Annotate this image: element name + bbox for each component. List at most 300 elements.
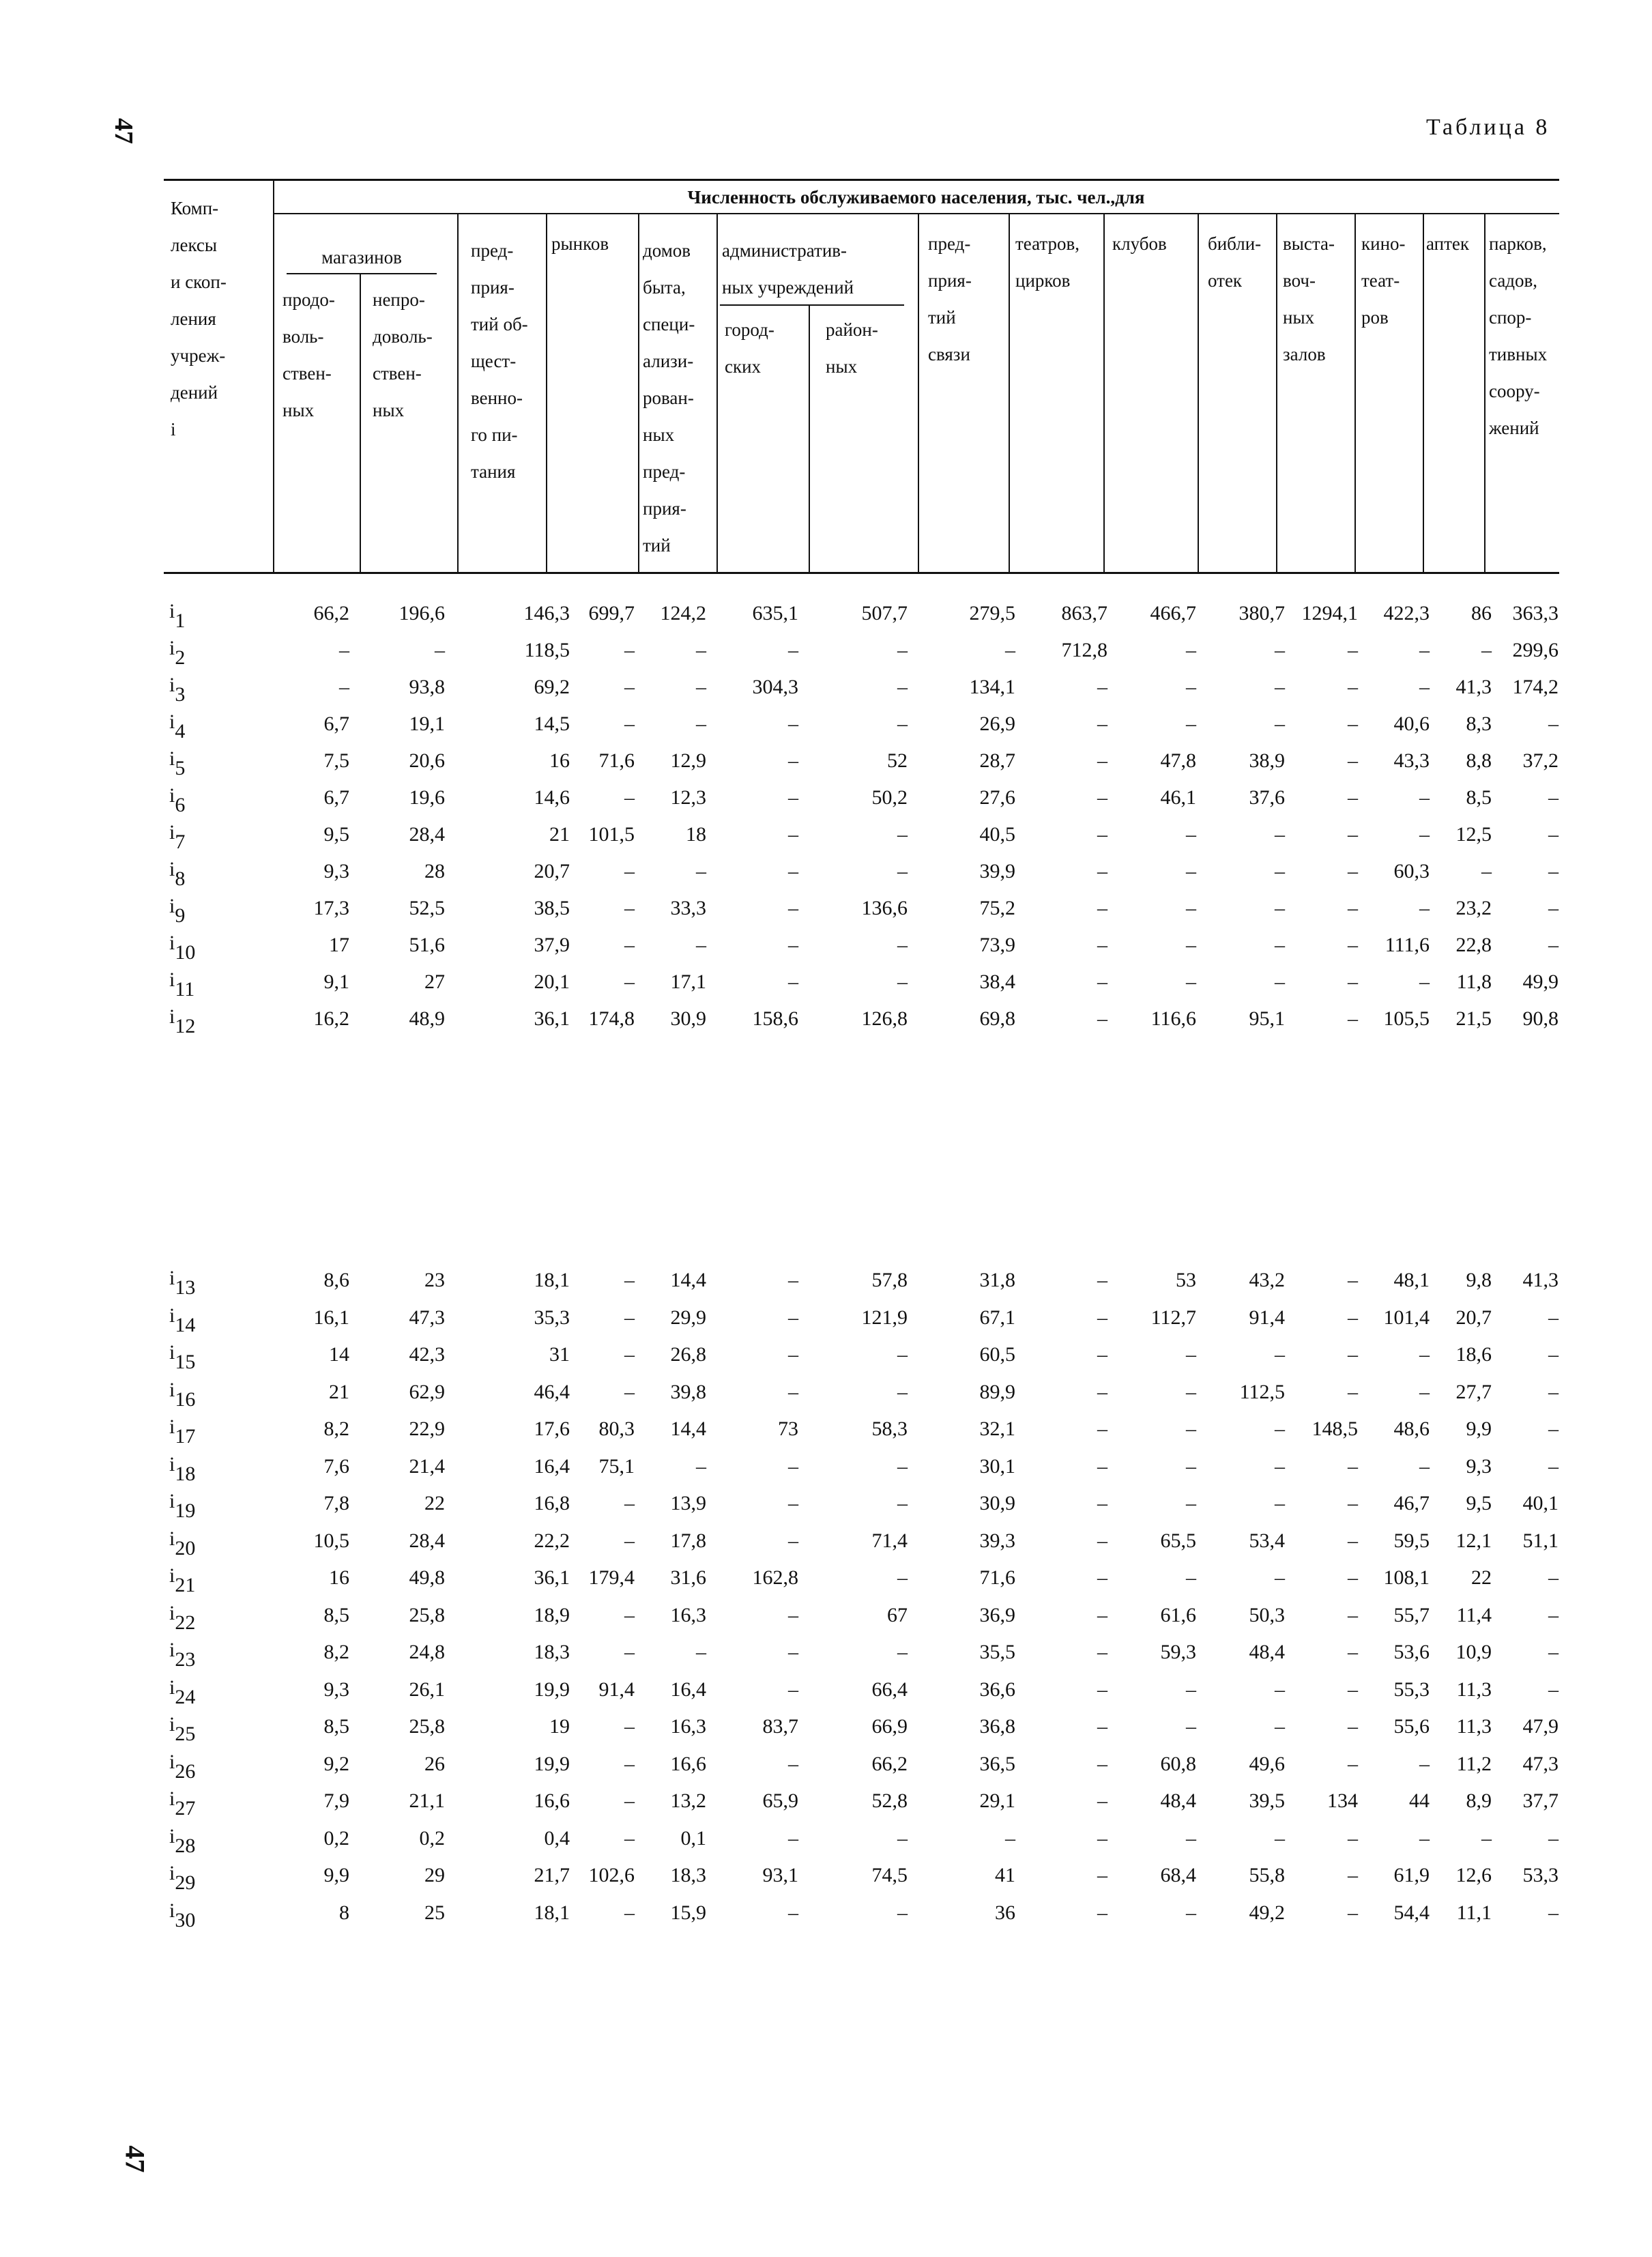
row-index-symbol: i: [169, 1564, 175, 1587]
table-cell: 16,8: [534, 1492, 570, 1514]
table-cell: 49,2: [1249, 1901, 1285, 1924]
table-cell: –: [624, 1380, 635, 1403]
row-label: [169, 1490, 196, 1522]
table-cell: –: [1419, 1343, 1430, 1366]
table-cell: 8,6: [323, 1269, 349, 1291]
table-cell: 37,6: [1249, 786, 1285, 809]
table-cell: 0,2: [419, 1826, 445, 1850]
table-cell: 25,8: [409, 1603, 445, 1626]
table-cell: 6,7: [323, 786, 349, 809]
table-cell: –: [1548, 1343, 1559, 1366]
table-cell: 111,6: [1385, 934, 1430, 956]
table-cell: 50,2: [871, 786, 908, 809]
row-index-subscript: 1: [175, 609, 186, 632]
col-divider: [546, 213, 547, 572]
table-cell: –: [897, 676, 908, 698]
row-label: [169, 1639, 196, 1671]
shops-header: магазинов: [321, 247, 402, 268]
table-cell: 53,6: [1393, 1641, 1430, 1663]
table-cell: –: [897, 1380, 908, 1403]
row-index-symbol: i: [169, 1750, 175, 1773]
table-cell: 174,8: [588, 1007, 635, 1030]
table-cell: –: [1348, 639, 1358, 661]
table-cell: 60,3: [1393, 860, 1430, 882]
table-cell: –: [624, 1715, 635, 1738]
table-cell: 8,8: [1466, 749, 1492, 772]
row-index-subscript: 30: [175, 1908, 196, 1931]
table-cell: 36,9: [979, 1603, 1015, 1626]
row-label: [169, 637, 186, 669]
table-cell: 47,9: [1522, 1715, 1559, 1738]
table-cell: –: [1548, 1641, 1559, 1663]
table-cell: –: [1097, 1007, 1107, 1030]
table-cell: –: [788, 1454, 798, 1478]
table-cell: 11,1: [1456, 1901, 1492, 1924]
row-index-subscript: 7: [175, 831, 186, 853]
row-index-symbol: i: [169, 932, 175, 954]
col-divider: [457, 213, 459, 572]
row-index-symbol: i: [169, 1267, 175, 1289]
table-cell: 8,3: [1466, 713, 1492, 735]
table-cell: –: [1186, 1380, 1196, 1403]
table-cell: 0,4: [544, 1826, 570, 1850]
table-cell: 16: [549, 749, 570, 772]
table-cell: –: [1097, 1529, 1107, 1552]
row-index-symbol: i: [169, 1824, 175, 1848]
table-cell: 121,9: [861, 1306, 908, 1329]
table-cell: –: [897, 1454, 908, 1478]
table-cell: 48,6: [1393, 1418, 1430, 1440]
table-cell: –: [1097, 1678, 1107, 1701]
table-cell: 19,6: [409, 786, 445, 809]
table-cell: –: [788, 1678, 798, 1701]
table-cell: 65,5: [1160, 1529, 1196, 1552]
table-cell: 29,1: [979, 1789, 1015, 1812]
table-cell: –: [1348, 1529, 1358, 1552]
table-cell: 19,1: [409, 713, 445, 735]
table-cell: 863,7: [1061, 602, 1107, 624]
table-cell: –: [624, 1492, 635, 1514]
row-label: [169, 710, 186, 743]
table-cell: 22: [424, 1492, 445, 1514]
row-index-symbol: i: [169, 674, 175, 696]
row-index-subscript: 15: [175, 1351, 196, 1373]
table-cell: –: [1097, 1492, 1107, 1514]
table-cell: 95,1: [1249, 1007, 1285, 1030]
col-divider: [1198, 213, 1199, 572]
table-cell: 93,1: [762, 1864, 798, 1886]
table-cell: 18,6: [1455, 1343, 1492, 1366]
table-cell: –: [1419, 823, 1430, 846]
table-cell: 75,2: [979, 897, 1015, 919]
table-cell: 39,3: [979, 1529, 1015, 1552]
table-cell: –: [1275, 1678, 1285, 1701]
row-label: [169, 1452, 196, 1485]
table-cell: –: [1097, 934, 1107, 956]
row-index-symbol: i: [169, 1378, 175, 1401]
table-cell: –: [624, 1603, 635, 1626]
table-cell: 112,5: [1239, 1380, 1285, 1403]
table-cell: 17,6: [534, 1418, 570, 1440]
row-index-subscript: 3: [175, 683, 186, 706]
table-cell: 53: [1176, 1269, 1196, 1291]
row-index-subscript: 22: [175, 1611, 196, 1634]
table-cell: –: [897, 1901, 908, 1924]
table-cell: 21,1: [409, 1789, 445, 1812]
row-label: [169, 1601, 196, 1634]
table-cell: –: [696, 639, 706, 661]
table-cell: 17: [329, 934, 349, 956]
table-cell: 26: [424, 1752, 445, 1775]
table-cell: 158,6: [752, 1007, 798, 1030]
table-cell: 299,6: [1512, 639, 1559, 661]
table-cell: –: [1186, 1826, 1196, 1850]
table-cell: –: [788, 971, 798, 993]
row-index-symbol: i: [169, 1341, 175, 1364]
table-cell: –: [897, 934, 908, 956]
table-cell: –: [1419, 1826, 1430, 1850]
row-label: [169, 784, 186, 816]
table-cell: –: [624, 1343, 635, 1366]
table-cell: 12,6: [1455, 1864, 1492, 1886]
table-cell: –: [897, 1641, 908, 1663]
table-cell: –: [624, 1269, 635, 1291]
table-cell: –: [1548, 897, 1559, 919]
table-cell: 55,8: [1249, 1864, 1285, 1886]
table-cell: 90,8: [1522, 1007, 1559, 1030]
table-cell: 62,9: [409, 1380, 445, 1403]
table-cell: 68,4: [1160, 1864, 1196, 1886]
table-cell: 8,5: [1466, 786, 1492, 809]
table-cell: –: [1275, 971, 1285, 993]
col-divider: [273, 179, 274, 572]
table-cell: –: [788, 897, 798, 919]
table-cell: 53,4: [1249, 1529, 1285, 1552]
table-cell: 9,3: [323, 860, 349, 882]
table-cell: 67,1: [979, 1306, 1015, 1329]
table-cell: 10,5: [313, 1529, 349, 1552]
table-cell: 380,7: [1238, 602, 1285, 624]
table-cell: –: [1186, 1901, 1196, 1924]
row-header: Комп- лексы и скоп- ления учреж- дений i: [171, 198, 227, 440]
table-cell: –: [1548, 786, 1559, 809]
table-cell: –: [1275, 860, 1285, 882]
table-cell: 18: [686, 823, 706, 846]
table-cell: –: [1186, 897, 1196, 919]
table-cell: 65,9: [762, 1789, 798, 1812]
table-cell: 31: [549, 1343, 570, 1366]
table-cell: –: [1275, 897, 1285, 919]
row-index-subscript: 19: [175, 1499, 196, 1522]
table-cell: –: [1097, 1789, 1107, 1812]
table-cell: 26,9: [979, 713, 1015, 735]
table-cell: 48,4: [1249, 1641, 1285, 1663]
row-label: [169, 1824, 196, 1857]
table-cell: 9,9: [323, 1864, 349, 1886]
table-cell: –: [1186, 971, 1196, 993]
col-divider: [1484, 213, 1486, 572]
table-cell: –: [788, 639, 798, 661]
table-cell: 8,2: [323, 1641, 349, 1663]
table-cell: –: [1481, 860, 1492, 882]
row-index-symbol: i: [169, 710, 175, 733]
table-cell: 66,9: [871, 1715, 908, 1738]
table-cell: –: [1186, 1492, 1196, 1514]
table-cell: –: [1548, 1380, 1559, 1403]
table-cell: 422,3: [1383, 602, 1430, 624]
header-communication: пред- прия- тий связи: [928, 233, 972, 364]
table-cell: 16,4: [670, 1678, 706, 1701]
table-cell: 118,5: [524, 639, 570, 661]
table-cell: 22: [1471, 1566, 1492, 1589]
table-cell: 37,2: [1522, 749, 1559, 772]
row-index-symbol: i: [169, 1601, 175, 1624]
table-cell: 54,4: [1393, 1901, 1430, 1924]
row-index-subscript: 26: [175, 1759, 196, 1783]
table-cell: –: [1348, 749, 1358, 772]
row-index-symbol: i: [169, 858, 175, 880]
table-cell: 28,7: [979, 749, 1015, 772]
header-bottom-rule: [164, 572, 1559, 574]
table-cell: –: [696, 1454, 706, 1478]
table-cell: –: [1186, 934, 1196, 956]
table-cell: 105,5: [1383, 1007, 1430, 1030]
row-label: [169, 821, 186, 853]
table-cell: –: [1275, 713, 1285, 735]
table-cell: 1294,1: [1301, 602, 1358, 624]
table-cell: –: [1097, 1418, 1107, 1440]
table-cell: 50,3: [1249, 1603, 1285, 1626]
header-admin-city: город- ских: [725, 319, 774, 377]
table-cell: 27,6: [979, 786, 1015, 809]
table-cell: –: [897, 823, 908, 846]
table-cell: 43,3: [1393, 749, 1430, 772]
table-cell: –: [1481, 639, 1492, 661]
table-cell: –: [788, 713, 798, 735]
table-cell: 18,1: [534, 1269, 570, 1291]
table-cell: 74,5: [871, 1864, 908, 1886]
table-cell: –: [1186, 1715, 1196, 1738]
table-cell: 116,6: [1150, 1007, 1196, 1030]
table-cell: 0,1: [680, 1826, 706, 1850]
row-index-subscript: 17: [175, 1425, 196, 1448]
row-index-symbol: i: [169, 1639, 175, 1661]
table-cell: 66,2: [871, 1752, 908, 1775]
row-index-symbol: i: [169, 637, 175, 659]
table-cell: –: [1548, 1418, 1559, 1440]
table-cell: –: [788, 1752, 798, 1775]
row-index-subscript: 2: [175, 646, 186, 669]
table-cell: –: [696, 1641, 706, 1663]
table-cell: –: [1348, 786, 1358, 809]
table-cell: –: [1348, 860, 1358, 882]
table-cell: 466,7: [1150, 602, 1196, 624]
table-cell: 40,6: [1393, 713, 1430, 735]
row-index-subscript: 11: [175, 978, 195, 1001]
table-cell: 134: [1327, 1789, 1358, 1812]
table-cell: 22,2: [534, 1529, 570, 1552]
table-cell: 40,1: [1522, 1492, 1559, 1514]
table-cell: –: [788, 1492, 798, 1514]
table-cell: –: [1348, 676, 1358, 698]
table-cell: –: [897, 639, 908, 661]
table-cell: –: [1275, 934, 1285, 956]
table-cell: 14,4: [670, 1418, 706, 1440]
table-cell: 91,4: [1249, 1306, 1285, 1329]
table-cell: 13,9: [670, 1492, 706, 1514]
table-cell: 11,4: [1456, 1603, 1492, 1626]
table-cell: –: [1186, 823, 1196, 846]
table-cell: 29,9: [670, 1306, 706, 1329]
table-cell: –: [1348, 1380, 1358, 1403]
col-divider: [360, 273, 361, 572]
table-cell: 44: [1409, 1789, 1430, 1812]
table-cell: –: [1419, 1380, 1430, 1403]
table-cell: 174,2: [1512, 676, 1559, 698]
table-cell: –: [1348, 1269, 1358, 1291]
table-cell: 363,3: [1512, 602, 1559, 624]
table-cell: –: [624, 1789, 635, 1812]
table-cell: 36,1: [534, 1007, 570, 1030]
table-cell: 20,7: [534, 860, 570, 882]
table-cell: 9,5: [323, 823, 349, 846]
table-cell: –: [696, 860, 706, 882]
table-cell: 27: [424, 971, 445, 993]
table-cell: –: [1097, 1864, 1107, 1886]
table-cell: –: [1348, 971, 1358, 993]
row-index-symbol: i: [169, 1490, 175, 1512]
table-cell: 37,7: [1522, 1789, 1559, 1812]
table-cell: 80,3: [598, 1418, 635, 1440]
table-cell: –: [788, 860, 798, 882]
table-cell: –: [624, 1306, 635, 1329]
table-cell: –: [696, 676, 706, 698]
table-cell: 66,4: [871, 1678, 908, 1701]
row-index-subscript: 14: [175, 1313, 196, 1336]
table-cell: 41,3: [1455, 676, 1492, 698]
table-cell: –: [1348, 823, 1358, 846]
table-cell: –: [1097, 749, 1107, 772]
table-cell: –: [1348, 1566, 1358, 1589]
table-cell: 38,5: [534, 897, 570, 919]
table-cell: –: [1097, 1566, 1107, 1589]
row-index-subscript: 24: [175, 1685, 196, 1708]
row-label: [169, 1341, 196, 1373]
row-index-symbol: i: [169, 1452, 175, 1476]
header-food-shops: продо- воль- ствен- ных: [282, 289, 335, 420]
table-cell: –: [1097, 1715, 1107, 1738]
row-index-symbol: i: [169, 895, 175, 917]
table-cell: –: [1348, 1306, 1358, 1329]
table-cell: 55,6: [1393, 1715, 1430, 1738]
table-cell: 58,3: [871, 1418, 908, 1440]
table-cell: 9,2: [323, 1752, 349, 1775]
table-cell: 6,7: [323, 713, 349, 735]
table-cell: 19,9: [534, 1752, 570, 1775]
table-cell: –: [1419, 1454, 1430, 1478]
table-cell: 162,8: [752, 1566, 798, 1589]
table-cell: 49,6: [1249, 1752, 1285, 1775]
table-cell: 23,2: [1455, 897, 1492, 919]
table-cell: 37,9: [534, 934, 570, 956]
row-index-symbol: i: [169, 968, 175, 991]
row-index-symbol: i: [169, 600, 175, 622]
table-cell: 101,4: [1383, 1306, 1430, 1329]
header-nonfood-shops: непро- доволь- ствен- ных: [373, 289, 433, 420]
table-cell: 39,8: [670, 1380, 706, 1403]
table-cell: –: [1348, 1715, 1358, 1738]
table-cell: 7,9: [323, 1789, 349, 1812]
row-index-symbol: i: [169, 1862, 175, 1884]
table-cell: –: [1097, 1901, 1107, 1924]
table-cell: –: [1348, 1826, 1358, 1850]
row-index-symbol: i: [169, 1676, 175, 1699]
table-cell: 17,1: [670, 971, 706, 993]
table-cell: –: [1348, 1678, 1358, 1701]
row-label: [169, 932, 196, 964]
row-label: [169, 1267, 196, 1299]
table-cell: 35,5: [979, 1641, 1015, 1663]
table-cell: –: [897, 713, 908, 735]
table-cell: 21: [329, 1380, 349, 1403]
row-label: [169, 674, 186, 706]
table-cell: –: [1348, 1641, 1358, 1663]
table-cell: –: [1097, 676, 1107, 698]
row-index-subscript: 13: [175, 1276, 196, 1299]
table-cell: 38,4: [979, 971, 1015, 993]
row-label: [169, 1005, 196, 1037]
table-cell: –: [1186, 1454, 1196, 1478]
table-cell: 43,2: [1249, 1269, 1285, 1291]
table-cell: 93,8: [409, 676, 445, 698]
table-cell: 83,7: [762, 1715, 798, 1738]
col-divider: [1276, 213, 1277, 572]
table-cell: –: [1275, 1418, 1285, 1440]
table-cell: 22,9: [409, 1418, 445, 1440]
row-index-subscript: 20: [175, 1536, 196, 1559]
table-cell: 71,6: [979, 1566, 1015, 1589]
table-cell: –: [1548, 1566, 1559, 1589]
row-label: [169, 1787, 196, 1820]
table-cell: 21: [549, 823, 570, 846]
table-cell: 304,3: [752, 676, 798, 698]
table-cell: –: [788, 1901, 798, 1924]
row-label: [169, 1862, 196, 1894]
page-number-top: 47: [109, 118, 138, 144]
table-cell: –: [624, 676, 635, 698]
table-cell: 712,8: [1061, 639, 1107, 661]
table-cell: –: [624, 639, 635, 661]
row-index-subscript: 29: [175, 1871, 196, 1894]
table-cell: 36,8: [979, 1715, 1015, 1738]
table-cell: –: [1097, 1380, 1107, 1403]
table-cell: –: [1348, 713, 1358, 735]
table-cell: 8: [339, 1901, 349, 1924]
col-divider: [918, 213, 919, 572]
table-cell: 21,7: [534, 1864, 570, 1886]
table-cell: 46,4: [534, 1380, 570, 1403]
table-cell: –: [788, 1306, 798, 1329]
row-label: [169, 1415, 196, 1448]
table-cell: 136,6: [861, 897, 908, 919]
row-label: [169, 858, 186, 890]
table-cell: 11,3: [1456, 1678, 1492, 1701]
table-cell: –: [1097, 713, 1107, 735]
table-cell: 33,3: [670, 897, 706, 919]
header-cinemas: кино- теат- ров: [1361, 233, 1406, 328]
table-cell: –: [1548, 1826, 1559, 1850]
table-cell: –: [788, 823, 798, 846]
